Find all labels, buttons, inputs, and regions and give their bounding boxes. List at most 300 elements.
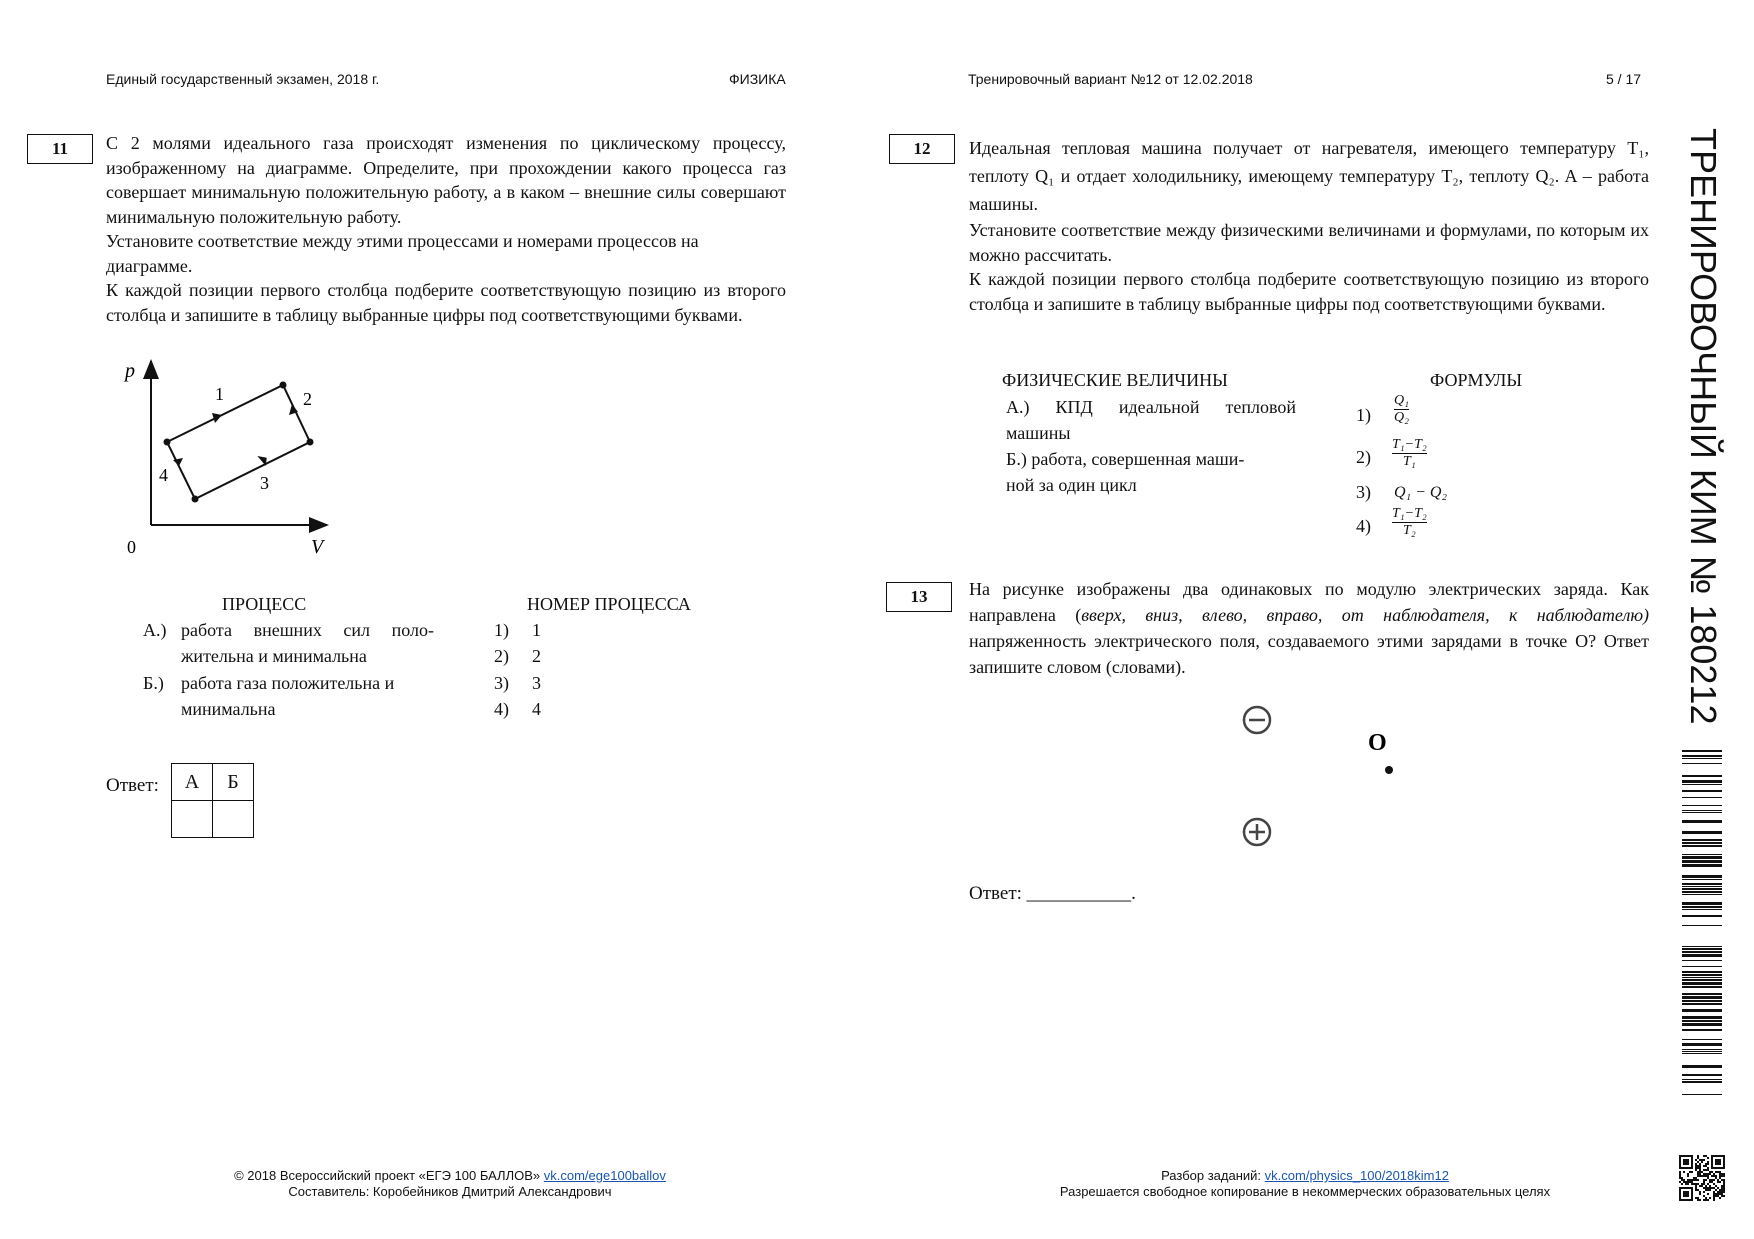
qr-module [1705, 1173, 1707, 1175]
process-label-4: 4 [159, 465, 168, 485]
qr-module [1717, 1167, 1719, 1169]
qr-module [1691, 1157, 1693, 1159]
qr-module [1723, 1187, 1725, 1189]
positive-charge [1244, 819, 1270, 845]
qr-module [1701, 1171, 1703, 1173]
qr-module [1719, 1197, 1721, 1199]
q13-text-part1: На рисунке изображены два одинаковых по модулю электрических заряда. Как направлена ( [969, 579, 1649, 625]
qr-module [1723, 1185, 1725, 1187]
qr-module [1711, 1181, 1713, 1183]
qr-module [1721, 1155, 1723, 1157]
qr-module [1707, 1189, 1709, 1191]
qr-module [1717, 1161, 1719, 1163]
qr-module [1687, 1199, 1689, 1201]
barcode [1682, 750, 1722, 1100]
qr-module [1691, 1159, 1693, 1161]
qr-module [1723, 1155, 1725, 1157]
qr-module [1711, 1159, 1713, 1161]
qr-module [1719, 1163, 1721, 1165]
q11-option-num: 4) [494, 699, 509, 719]
barcode-bar [1682, 879, 1722, 880]
process-label-1: 1 [215, 384, 224, 404]
q11-option-val: 3 [532, 673, 541, 693]
q12-col2-title: ФОРМУЛЫ [1430, 370, 1523, 390]
barcode-bar [1682, 886, 1722, 887]
answer-header-b: Б [213, 764, 254, 801]
qr-module [1691, 1163, 1693, 1165]
process-label-3: 3 [260, 473, 269, 493]
qr-module [1699, 1185, 1701, 1187]
barcode-bar [1682, 845, 1722, 847]
footer-link-ege[interactable]: vk.com/ege100ballov [543, 1168, 666, 1183]
header-variant: Тренировочный вариант №12 от 12.02.2018 [968, 71, 1253, 87]
qr-module [1681, 1167, 1683, 1169]
qr-module [1719, 1173, 1721, 1175]
q11-process-a-letter: А.) [143, 620, 167, 640]
charges-figure [1225, 700, 1425, 850]
qr-module [1683, 1167, 1685, 1169]
qr-module [1713, 1179, 1715, 1181]
qr-module [1685, 1183, 1687, 1185]
qr-module [1719, 1193, 1721, 1195]
formula-4-denominator: T₂ [1403, 523, 1416, 538]
barcode-bar [1682, 812, 1722, 813]
barcode-bar [1682, 1029, 1722, 1031]
qr-module [1699, 1167, 1701, 1169]
qr-module [1681, 1177, 1683, 1179]
formula-num: 1) [1356, 405, 1371, 425]
q13-answer[interactable]: Ответ: ___________. [969, 883, 1136, 904]
q11-col2-title: НОМЕР ПРОЦЕССА [527, 594, 691, 614]
qr-module [1679, 1195, 1681, 1197]
qr-module [1687, 1179, 1689, 1181]
qr-module [1717, 1193, 1719, 1195]
q12-quantity-b-line1: Б.) работа, совершенная маши- [1006, 449, 1245, 469]
qr-module [1685, 1161, 1687, 1163]
barcode-bar [1682, 1051, 1722, 1052]
qr-module [1697, 1165, 1699, 1167]
qr-module [1691, 1167, 1693, 1169]
qr-module [1687, 1183, 1689, 1185]
qr-module [1715, 1185, 1717, 1187]
qr-module [1691, 1165, 1693, 1167]
question-11-number: 11 [27, 134, 93, 164]
barcode-bar [1682, 996, 1722, 999]
qr-module [1685, 1159, 1687, 1161]
qr-module [1711, 1161, 1713, 1163]
qr-module [1723, 1175, 1725, 1177]
qr-module [1679, 1155, 1681, 1157]
footer-author: Составитель: Коробейников Дмитрий Александрович [288, 1184, 612, 1199]
qr-module [1705, 1175, 1707, 1177]
barcode-bar [1682, 810, 1722, 811]
qr-module [1691, 1193, 1693, 1195]
barcode-bar [1682, 820, 1722, 823]
qr-module [1701, 1183, 1703, 1185]
qr-module [1685, 1155, 1687, 1157]
qr-module [1707, 1177, 1709, 1179]
qr-module [1695, 1163, 1697, 1165]
qr-module [1683, 1171, 1685, 1173]
qr-module [1691, 1187, 1693, 1189]
q11-option-val: 1 [532, 620, 541, 640]
q12-quantity-a-line2: машины [1006, 423, 1071, 443]
qr-module [1679, 1177, 1681, 1179]
qr-module [1703, 1169, 1705, 1171]
qr-module [1719, 1161, 1721, 1163]
qr-module [1697, 1197, 1699, 1199]
q12-quantity-b-line2: ной за один цикл [1006, 475, 1137, 495]
qr-code [1679, 1155, 1725, 1201]
formula-1-denominator: Q₂ [1394, 410, 1409, 425]
qr-module [1717, 1163, 1719, 1165]
qr-module [1715, 1177, 1717, 1179]
qr-module [1719, 1167, 1721, 1169]
axis-origin: 0 [127, 537, 136, 557]
qr-module [1705, 1197, 1707, 1199]
qr-module [1697, 1199, 1699, 1201]
axis-label-v: V [311, 536, 324, 558]
qr-module [1711, 1175, 1713, 1177]
qr-module [1707, 1163, 1709, 1165]
barcode-bar [1682, 986, 1722, 988]
qr-module [1723, 1189, 1725, 1191]
qr-module [1717, 1179, 1719, 1181]
qr-module [1707, 1175, 1709, 1177]
qr-module [1711, 1157, 1713, 1159]
qr-module [1691, 1195, 1693, 1197]
footer-right [1000, 1168, 1610, 1200]
qr-module [1679, 1167, 1681, 1169]
qr-module [1691, 1189, 1693, 1191]
qr-module [1697, 1179, 1699, 1181]
q12-paragraph: Установите соответствие между физическими величинами и формулами, по которым их можно рассчитать. [969, 220, 1649, 265]
barcode-bar [1682, 1074, 1722, 1076]
qr-module [1707, 1183, 1709, 1185]
qr-module [1717, 1159, 1719, 1161]
qr-module [1711, 1155, 1713, 1157]
qr-module [1687, 1163, 1689, 1165]
qr-module [1721, 1187, 1723, 1189]
qr-module [1679, 1199, 1681, 1201]
qr-module [1697, 1157, 1699, 1159]
qr-module [1679, 1191, 1681, 1193]
qr-module [1713, 1187, 1715, 1189]
qr-module [1683, 1155, 1685, 1157]
barcode-bar [1682, 1081, 1722, 1083]
point-o-label: O [1368, 730, 1387, 756]
qr-module [1715, 1167, 1717, 1169]
qr-module [1707, 1167, 1709, 1169]
barcode-bar [1682, 977, 1722, 978]
qr-module [1681, 1187, 1683, 1189]
qr-module [1703, 1181, 1705, 1183]
barcode-bar [1682, 966, 1722, 967]
qr-module [1713, 1193, 1715, 1195]
barcode-bar [1682, 1000, 1722, 1002]
qr-module [1695, 1189, 1697, 1191]
qr-module [1679, 1165, 1681, 1167]
q11-option-num: 3) [494, 673, 509, 693]
qr-module [1719, 1155, 1721, 1157]
qr-module [1681, 1179, 1683, 1181]
qr-module [1699, 1165, 1701, 1167]
side-label-container [1683, 128, 1724, 728]
qr-module [1719, 1189, 1721, 1191]
q12-paragraph: Идеальная тепловая машина получает от нагревателя, имеющего температуру T₁, теплоту Q₁ и отдает холодильнику, имеющему температуру T₂, теплоту Q₂. A – работа машины. [969, 138, 1649, 214]
q11-process-a-line2: жительна и минимальна [181, 646, 367, 666]
qr-module [1699, 1169, 1701, 1171]
qr-module [1687, 1155, 1689, 1157]
barcode-bar [1682, 888, 1722, 890]
barcode-bar [1682, 1003, 1722, 1005]
side-label: ТРЕНИРОВОЧНЫЙ КИМ № 180212 [1683, 128, 1724, 725]
qr-module [1715, 1195, 1717, 1197]
pv-diagram [115, 355, 335, 565]
qr-module [1681, 1155, 1683, 1157]
qr-module [1697, 1183, 1699, 1185]
barcode-bar [1682, 954, 1722, 957]
q12-col1-title: ФИЗИЧЕСКИЕ ВЕЛИЧИНЫ [1002, 370, 1228, 390]
qr-module [1697, 1161, 1699, 1163]
barcode-bar [1682, 775, 1722, 777]
question-12-number: 12 [889, 134, 955, 164]
state-point [164, 439, 171, 446]
qr-module [1713, 1167, 1715, 1169]
barcode-bar [1682, 1079, 1722, 1080]
qr-module [1721, 1175, 1723, 1177]
qr-module [1719, 1159, 1721, 1161]
process-label-2: 2 [303, 389, 312, 409]
qr-module [1685, 1167, 1687, 1169]
qr-module [1701, 1161, 1703, 1163]
qr-module [1703, 1187, 1705, 1189]
qr-module [1685, 1181, 1687, 1183]
qr-module [1717, 1187, 1719, 1189]
barcode-bar [1682, 875, 1722, 878]
formula-2-denominator: T₁ [1403, 454, 1416, 469]
barcode-bar [1682, 758, 1722, 759]
barcode-bar [1682, 750, 1722, 752]
barcode-bar [1682, 780, 1722, 783]
qr-module [1721, 1193, 1723, 1195]
header-page-number: 5 / 17 [1606, 71, 1642, 87]
qr-module [1713, 1173, 1715, 1175]
qr-module [1723, 1195, 1725, 1197]
formula-2-numerator: T₁−T₂ [1392, 437, 1427, 452]
qr-module [1679, 1173, 1681, 1175]
answer-header-a: А [172, 764, 213, 801]
barcode-bar [1682, 864, 1722, 867]
qr-module [1683, 1159, 1685, 1161]
qr-module [1683, 1191, 1685, 1193]
barcode-bar [1682, 860, 1722, 863]
formula-1-numerator: Q₁ [1394, 393, 1409, 408]
header-subject: ФИЗИКА [729, 71, 786, 87]
qr-module [1681, 1183, 1683, 1185]
qr-module [1685, 1193, 1687, 1195]
qr-module [1683, 1161, 1685, 1163]
footer-copyright: © 2018 Всероссийский проект «ЕГЭ 100 БАЛЛОВ» [234, 1168, 541, 1183]
qr-module [1687, 1181, 1689, 1183]
qr-module [1717, 1195, 1719, 1197]
q11-option-val: 4 [532, 699, 541, 719]
barcode-bar [1682, 854, 1722, 855]
qr-module [1705, 1169, 1707, 1171]
question-13-number: 13 [886, 582, 952, 612]
qr-module [1705, 1199, 1707, 1201]
qr-module [1723, 1173, 1725, 1175]
qr-module [1695, 1179, 1697, 1181]
qr-module [1717, 1171, 1719, 1173]
qr-module [1709, 1171, 1711, 1173]
qr-module [1721, 1195, 1723, 1197]
qr-module [1691, 1161, 1693, 1163]
qr-module [1717, 1191, 1719, 1193]
footer-analysis-label: Разбор заданий: [1161, 1168, 1262, 1183]
qr-module [1687, 1173, 1689, 1175]
barcode-bar [1682, 805, 1722, 806]
qr-module [1685, 1199, 1687, 1201]
qr-module [1687, 1195, 1689, 1197]
qr-module [1723, 1179, 1725, 1181]
qr-module [1687, 1187, 1689, 1189]
question-13-text [969, 576, 1649, 680]
barcode-bar [1682, 1053, 1722, 1054]
barcode-bar [1682, 1020, 1722, 1022]
qr-module [1699, 1159, 1701, 1161]
qr-module [1721, 1185, 1723, 1187]
q11-paragraph: Установите соответствие между этими процессами и номерами процессов на диаграмме. [106, 231, 699, 276]
qr-module [1691, 1183, 1693, 1185]
barcode-bar [1682, 883, 1722, 885]
barcode-bar [1682, 993, 1722, 995]
qr-module [1705, 1185, 1707, 1187]
answer-cell-a[interactable] [172, 801, 213, 838]
qr-module [1707, 1169, 1709, 1171]
qr-module [1707, 1199, 1709, 1201]
qr-module [1699, 1173, 1701, 1175]
answer-cell-b[interactable] [213, 801, 254, 838]
q11-process-b-letter: Б.) [143, 673, 164, 693]
qr-module [1695, 1183, 1697, 1185]
arrow-process-1 [212, 413, 222, 423]
barcode-bar [1682, 856, 1722, 859]
qr-module [1711, 1171, 1713, 1173]
qr-module [1703, 1191, 1705, 1193]
formula-num: 3) [1356, 482, 1371, 502]
q11-answer-table [171, 763, 254, 838]
qr-module [1703, 1195, 1705, 1197]
qr-module [1701, 1159, 1703, 1161]
q11-option-val: 2 [532, 646, 541, 666]
qr-module [1713, 1175, 1715, 1177]
qr-module [1687, 1175, 1689, 1177]
qr-module [1689, 1179, 1691, 1181]
qr-module [1703, 1155, 1705, 1157]
barcode-bar [1682, 915, 1722, 917]
qr-module [1687, 1167, 1689, 1169]
q13-text-italic: вверх, вниз, влево, вправо, от наблюдателя, к наблюдателю) [1081, 605, 1650, 625]
barcode-bar [1682, 797, 1722, 798]
qr-module [1693, 1177, 1695, 1179]
barcode-bar [1682, 831, 1722, 834]
qr-module [1699, 1175, 1701, 1177]
qr-module [1703, 1165, 1705, 1167]
qr-module [1697, 1175, 1699, 1177]
qr-module [1685, 1163, 1687, 1165]
qr-module [1683, 1199, 1685, 1201]
barcode-bar [1682, 894, 1722, 895]
qr-module [1679, 1187, 1681, 1189]
qr-module [1691, 1155, 1693, 1157]
qr-module [1683, 1195, 1685, 1197]
qr-module [1691, 1199, 1693, 1201]
qr-module [1713, 1191, 1715, 1193]
qr-module [1679, 1157, 1681, 1159]
qr-module [1713, 1199, 1715, 1201]
qr-module [1695, 1185, 1697, 1187]
qr-module [1707, 1193, 1709, 1195]
q11-process-b-line2: минимальна [181, 699, 276, 719]
qr-module [1707, 1187, 1709, 1189]
qr-module [1707, 1173, 1709, 1175]
qr-module [1697, 1167, 1699, 1169]
barcode-bar [1682, 1039, 1722, 1040]
qr-module [1691, 1197, 1693, 1199]
formula-1 [1394, 393, 1409, 426]
qr-module [1701, 1175, 1703, 1177]
qr-module [1701, 1185, 1703, 1187]
qr-module [1703, 1175, 1705, 1177]
barcode-bar [1682, 1049, 1722, 1050]
qr-module [1715, 1163, 1717, 1165]
qr-module [1721, 1167, 1723, 1169]
barcode-bar [1682, 1043, 1722, 1046]
qr-module [1723, 1191, 1725, 1193]
footer-license: Разрешается свободное копирование в некоммерческих образовательных целях [1059, 1184, 1551, 1199]
qr-module [1679, 1197, 1681, 1199]
qr-module [1695, 1187, 1697, 1189]
barcode-bar [1682, 784, 1722, 785]
point-o [1385, 766, 1393, 774]
qr-module [1719, 1181, 1721, 1183]
footer-link-physics[interactable]: vk.com/physics_100/2018kim12 [1264, 1168, 1449, 1183]
qr-module [1683, 1193, 1685, 1195]
qr-module [1711, 1179, 1713, 1181]
q12-quantity-a-line1: А.) КПД идеальной тепловой [1006, 397, 1296, 417]
qr-module [1705, 1187, 1707, 1189]
barcode-bar [1682, 974, 1722, 976]
q11-process-a-line1: работа внешних сил поло- [181, 620, 434, 640]
qr-module [1697, 1171, 1699, 1173]
qr-module [1721, 1191, 1723, 1193]
qr-module [1705, 1155, 1707, 1157]
q11-paragraph: С 2 молями идеального газа происходят изменения по циклическому процессу, изображенному на диаграмме. Определите, при прохождении какого процесса газ совершает минимальную положительную работу, а в каком – внешние силы совершают минимальную положительную работу. [106, 133, 786, 227]
qr-module [1679, 1175, 1681, 1177]
qr-module [1703, 1199, 1705, 1201]
qr-module [1689, 1171, 1691, 1173]
barcode-bar [1682, 982, 1722, 985]
qr-module [1679, 1159, 1681, 1161]
qr-module [1679, 1161, 1681, 1163]
qr-module [1715, 1193, 1717, 1195]
q11-answer-label: Ответ: [106, 775, 159, 796]
axis-label-p: p [125, 360, 135, 382]
qr-module [1715, 1155, 1717, 1157]
barcode-bar [1682, 946, 1722, 947]
qr-module [1689, 1199, 1691, 1201]
